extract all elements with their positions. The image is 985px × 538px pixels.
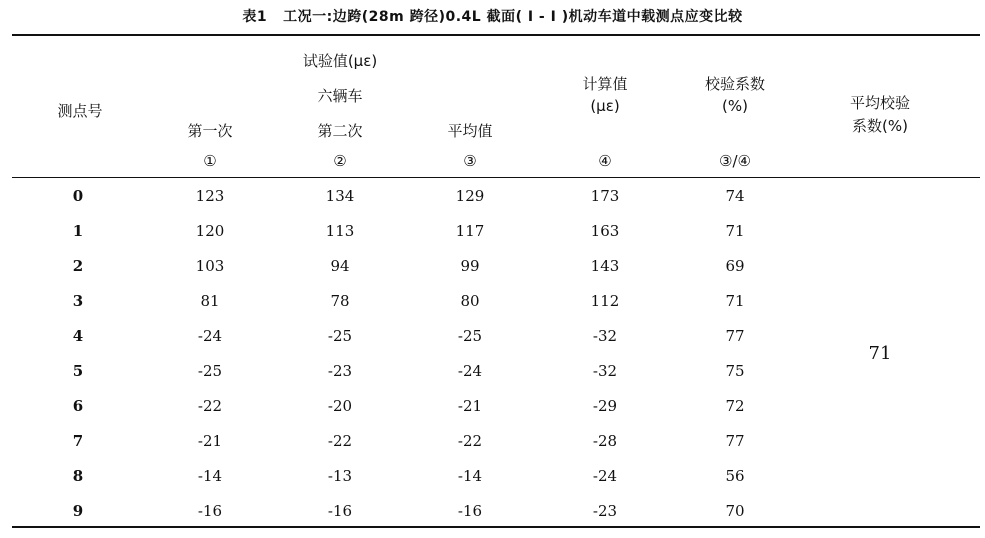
row-3-calc: 112 (590, 292, 620, 310)
row-8-average: -14 (457, 467, 483, 485)
row-1-coef: 71 (725, 222, 745, 240)
row-2-coef: 69 (725, 257, 745, 275)
header-calc-line1: 计算值 (582, 75, 628, 93)
row-4-coef: 77 (725, 327, 745, 345)
row-7-first: -21 (197, 432, 223, 450)
header-mark-4: ④ (598, 152, 612, 170)
row-3-coef: 71 (725, 292, 745, 310)
header-second: 第二次 (317, 122, 363, 140)
row-6-first: -22 (197, 397, 223, 415)
row-3-second: 78 (330, 292, 350, 310)
row-0-coef: 74 (725, 187, 745, 205)
header-mark-1: ① (203, 152, 217, 170)
row-4-id: 4 (72, 327, 84, 345)
row-1-average: 117 (455, 222, 485, 240)
header-first: 第一次 (187, 122, 233, 140)
row-2-calc: 143 (590, 257, 620, 275)
row-6-second: -20 (327, 397, 353, 415)
header-coef-line1: 校验系数 (704, 75, 765, 93)
row-3-average: 80 (460, 292, 480, 310)
header-calc-line2: (με) (590, 97, 620, 115)
row-2-second: 94 (330, 257, 350, 275)
row-5-average: -24 (457, 362, 483, 380)
row-9-first: -16 (197, 502, 223, 520)
average-coefficient-value: 71 (868, 343, 892, 364)
header-test-value: 试验值(με) (302, 52, 378, 70)
header-average: 平均值 (447, 122, 493, 140)
row-2-id: 2 (72, 257, 84, 275)
header-rule (12, 177, 980, 178)
row-9-id: 9 (72, 502, 84, 520)
header-avg-coef-line1: 平均校验 (849, 94, 910, 112)
header-avg-coef-line2: 系数(%) (852, 117, 908, 135)
header-mark-2: ② (333, 152, 347, 170)
row-5-second: -23 (327, 362, 353, 380)
row-9-average: -16 (457, 502, 483, 520)
row-8-coef: 56 (725, 467, 745, 485)
row-0-id: 0 (72, 187, 84, 205)
row-5-calc: -32 (592, 362, 618, 380)
row-1-id: 1 (72, 222, 84, 240)
table-number: 表1 (242, 9, 268, 25)
row-1-first: 120 (195, 222, 225, 240)
table-caption (0, 6, 985, 26)
row-3-first: 81 (200, 292, 220, 310)
row-3-id: 3 (72, 292, 84, 310)
row-7-second: -22 (327, 432, 353, 450)
row-6-calc: -29 (592, 397, 618, 415)
row-6-average: -21 (457, 397, 483, 415)
row-4-first: -24 (197, 327, 223, 345)
header-six-vehicles: 六辆车 (317, 87, 363, 105)
row-2-average: 99 (460, 257, 480, 275)
header-point-no: 测点号 (57, 102, 103, 120)
header-coef-line2: (%) (722, 97, 748, 115)
header-mark-3: ③ (463, 152, 477, 170)
row-0-first: 123 (195, 187, 225, 205)
row-7-average: -22 (457, 432, 483, 450)
header-mark-3-over-4: ③/④ (719, 152, 751, 170)
row-0-second: 134 (325, 187, 355, 205)
row-7-coef: 77 (725, 432, 745, 450)
top-rule (12, 34, 980, 36)
row-5-coef: 75 (725, 362, 745, 380)
row-7-calc: -28 (592, 432, 618, 450)
row-6-id: 6 (72, 397, 84, 415)
row-8-first: -14 (197, 467, 223, 485)
row-1-second: 113 (325, 222, 355, 240)
bottom-rule (12, 526, 980, 528)
row-5-first: -25 (197, 362, 223, 380)
row-0-calc: 173 (590, 187, 620, 205)
row-9-calc: -23 (592, 502, 618, 520)
row-7-id: 7 (72, 432, 84, 450)
row-0-average: 129 (455, 187, 485, 205)
row-8-second: -13 (327, 467, 353, 485)
row-5-id: 5 (72, 362, 84, 380)
row-9-coef: 70 (725, 502, 745, 520)
row-8-calc: -24 (592, 467, 618, 485)
row-4-average: -25 (457, 327, 483, 345)
row-9-second: -16 (327, 502, 353, 520)
row-4-calc: -32 (592, 327, 618, 345)
row-6-coef: 72 (725, 397, 745, 415)
row-4-second: -25 (327, 327, 353, 345)
row-2-first: 103 (195, 257, 225, 275)
row-1-calc: 163 (590, 222, 620, 240)
table-title: 工况一:边跨(28m 跨径)0.4L 截面( Ⅰ - Ⅰ )机动车道中载测点应变比较 (283, 9, 743, 25)
row-8-id: 8 (72, 467, 84, 485)
